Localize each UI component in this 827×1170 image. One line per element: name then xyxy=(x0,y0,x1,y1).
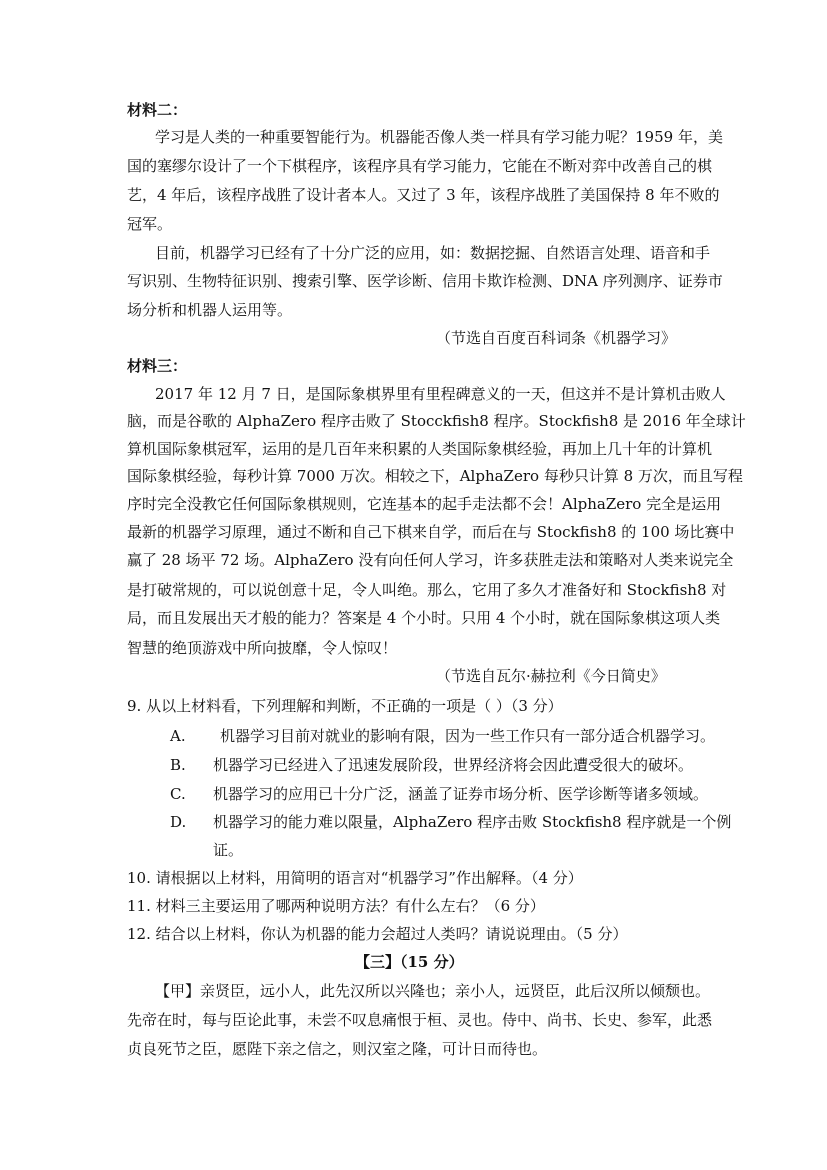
material3-line9: 局，而且发展出天才般的能力？答案是 4 个小时。只用 4 个小时，就在国际象棋这项人类 xyxy=(127,609,721,627)
q9-option-d-continuation: 证。 xyxy=(213,841,244,859)
material3-line5: 序时完全没教它任何国际象棋规则，它连基本的起手走法都不会！AlphaZero 完全是运用 xyxy=(127,495,722,513)
material2-para2-line1: 目前，机器学习已经有了十分广泛的应用，如：数据挖掘、自然语言处理、语音和手 xyxy=(155,244,711,262)
section3-line2: 先帝在时，每与臣论此事，未尝不叹息痛恨于桓、灵也。侍中、尚书、长史、参军，此悉 xyxy=(127,1011,713,1029)
section3-line3: 贞良死节之臣，愿陛下亲之信之，则汉室之隆，可计日而待也。 xyxy=(127,1040,548,1058)
material2-source: （节选自百度百科词条《机器学习》 xyxy=(436,329,677,347)
material3-heading: 材料三： xyxy=(127,357,188,375)
material3-line10: 智慧的绝顶游戏中所向披靡，令人惊叹！ xyxy=(127,639,398,657)
material2-para2-line2: 写识别、生物特征识别、搜索引擎、医学诊断、信用卡欺诈检测、DNA 序列测序、证券市 xyxy=(127,272,723,290)
material3-line2: 脑，而是谷歌的 AlphaZero 程序击败了 Stocckfish8 程序。Stockfish8 是 2016 年全球计 xyxy=(127,412,746,430)
material2-heading: 材料二： xyxy=(127,101,188,119)
q9-option-a-letter: A. xyxy=(170,727,186,745)
section3-title: 【三】（15 分） xyxy=(355,953,464,971)
q10: 10. 请根据以上材料，用简明的语言对“机器学习”作出解释。（4 分） xyxy=(127,869,583,887)
q9-option-b-text: 机器学习已经进入了迅速发展阶段，世界经济将会因此遭受很大的破坏。 xyxy=(213,756,694,774)
section3-line1: 【甲】亲贤臣，远小人，此先汉所以兴隆也；亲小人，远贤臣，此后汉所以倾颓也。 xyxy=(155,982,711,1000)
material3-source: （节选自瓦尔·赫拉利《今日简史》 xyxy=(436,667,666,685)
material3-line1: 2017 年 12 月 7 日，是国际象棋界里有里程碑意义的一天，但这并不是计算机击败人 xyxy=(155,385,726,403)
q9-option-b-letter: B. xyxy=(170,756,186,774)
q9-option-d-text: 机器学习的能力难以限量，AlphaZero 程序击败 Stockfish8 程序就是一个例 xyxy=(213,813,732,831)
material3-line8: 是打破常规的，可以说创意十足，令人叫绝。那么，它用了多久才准备好和 Stockfish8 对 xyxy=(127,581,727,599)
material2-para1-line1: 学习是人类的一种重要智能行为。机器能否像人类一样具有学习能力呢？1959 年，美 xyxy=(155,128,723,146)
q9-stem: 9. 从以上材料看，下列理解和判断，不正确的一项是（ ）（3 分） xyxy=(127,697,563,715)
q9-option-c-letter: C. xyxy=(170,785,186,803)
material3-line7: 赢了 28 场平 72 场。AlphaZero 没有向任何人学习，许多获胜走法和策略对人类来说完全 xyxy=(127,551,734,569)
material3-line6: 最新的机器学习原理，通过不断和自己下棋来自学，而后在与 Stockfish8 的 100 场比赛中 xyxy=(127,523,735,541)
q9-option-c-text: 机器学习的应用已十分广泛，涵盖了证券市场分析、医学诊断等诸多领域。 xyxy=(213,785,709,803)
material3-line3: 算机国际象棋冠军，运用的是几百年来积累的人类国际象棋经验，再加上几十年的计算机 xyxy=(127,440,713,458)
q9-option-d-letter: D. xyxy=(170,813,187,831)
material2-para1-line4: 冠军。 xyxy=(127,215,173,233)
q12: 12. 结合以上材料，你认为机器的能力会超过人类吗？请说说理由。（5 分） xyxy=(127,925,628,943)
material2-para1-line2: 国的塞缪尔设计了一个下棋程序，该程序具有学习能力，它能在不断对弈中改善自己的棋 xyxy=(127,157,713,175)
material2-para1-line3: 艺，4 年后，该程序战胜了设计者本人。又过了 3 年，该程序战胜了美国保持 8 年不败的 xyxy=(127,186,720,204)
material2-para2-line3: 场分析和机器人运用等。 xyxy=(127,301,293,319)
material3-line4: 国际象棋经验，每秒计算 7000 万次。相较之下，AlphaZero 每秒只计算 8 万次，而且写程 xyxy=(127,467,743,485)
q9-option-a-text: 机器学习目前对就业的影响有限，因为一些工作只有一部分适合机器学习。 xyxy=(220,727,716,745)
q11: 11. 材料三主要运用了哪两种说明方法？有什么左右？（6 分） xyxy=(127,897,545,915)
